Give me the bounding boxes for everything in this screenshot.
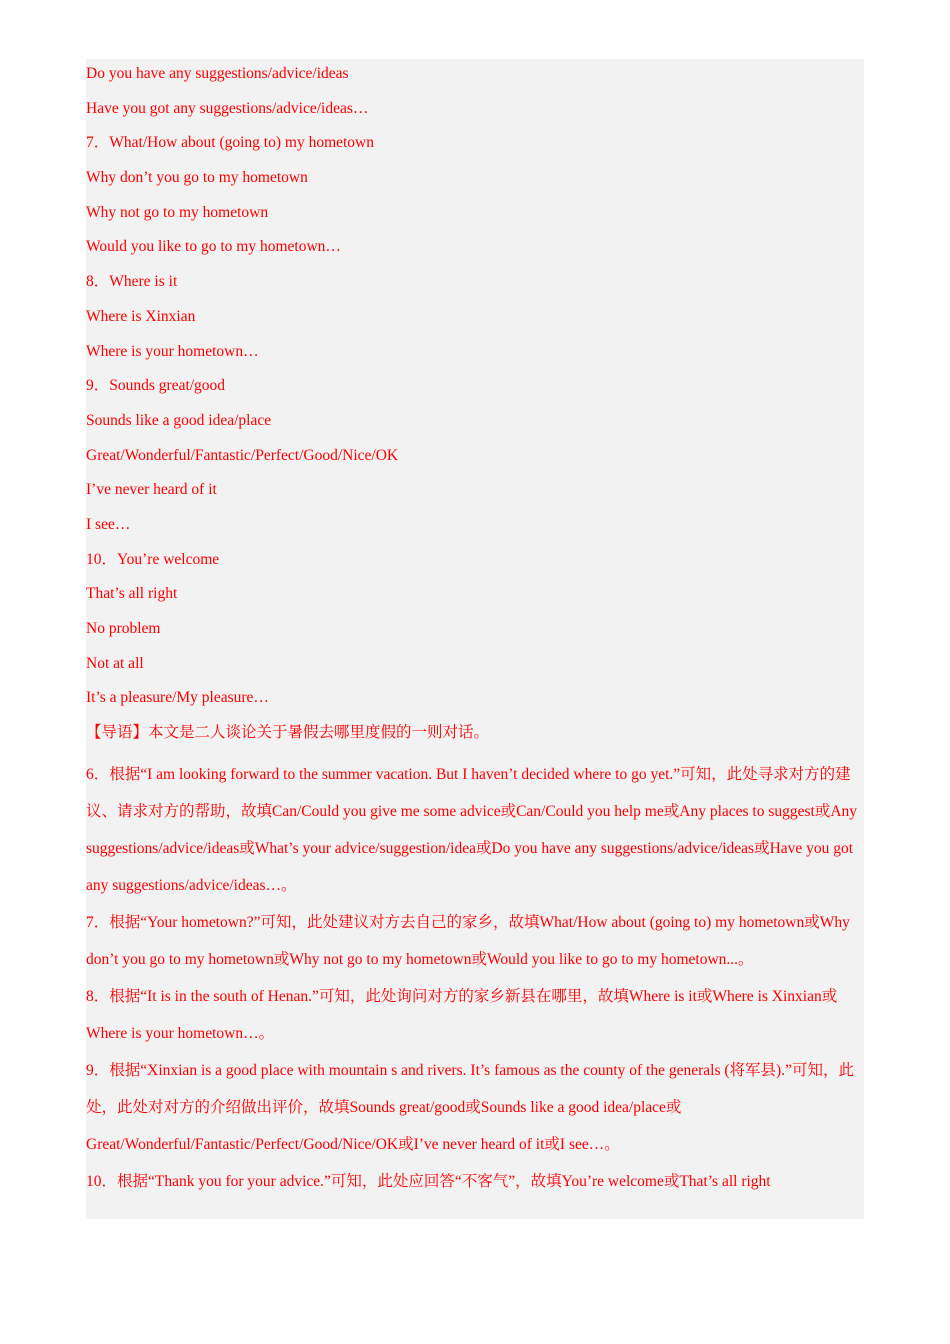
answer-line: Have you got any suggestions/advice/ideas… [86, 99, 369, 117]
intro-line: 【导语】本文是二人谈论关于暑假去哪里度假的一则对话。 [86, 724, 490, 742]
explanation-q6: 6．根据“I am looking forward to the summer vacation. But I haven’t decided where to go yet.”可知，此处寻求对方的建议、请求对方的帮助，故填Can/Could you give me some advice或Can/Could you help me或Any places to suggest或Any suggestions/advice/ideas或What’s your advice/suggestion/idea或Do you have any suggestions/advice/ideas或Have you got any suggestions/advice/ideas…。 [86, 765, 858, 894]
answer-line: No problem [86, 620, 161, 637]
answer-line: Where is Xinxian [86, 307, 196, 325]
answer-line: Sounds like a good idea/place [86, 411, 272, 429]
explanation-q8: 8．根据“It is in the south of Henan.”可知，此处询问对方的家乡新县在哪里，故填Where is it或Where is Xinxian或Where is your hometown…。 [86, 987, 838, 1042]
answer-line: 7．What/How about (going to) my hometown [86, 134, 374, 152]
answer-line: Do you have any suggestions/advice/ideas [86, 65, 349, 82]
answer-line: Great/Wonderful/Fantastic/Perfect/Good/Nice/OK [86, 446, 399, 464]
explanation-q10: 10．根据“Thank you for your advice.”可知，此处应回答“不客气”，故填You’re welcome或That’s all right [86, 1172, 771, 1190]
answer-line: 9．Sounds great/good [86, 377, 226, 395]
answer-content [86, 62, 866, 1200]
answer-line: Where is your hometown… [86, 342, 259, 360]
explanation-q7: 7．根据“Your hometown?”可知，此处建议对方去自己的家乡，故填What/How about (going to) my hometown或Why don’t you go to my hometown或Why not go to my hometown或Would you like to go to my hometown...。 [86, 913, 850, 968]
answer-line: It’s a pleasure/My pleasure… [86, 689, 269, 707]
answer-line: 10．You’re welcome [86, 550, 220, 568]
answer-line: Would you like to go to my hometown… [86, 238, 341, 256]
answer-line: Not at all [86, 654, 144, 672]
answer-line: Why not go to my hometown [86, 203, 269, 221]
answer-line: I’ve never heard of it [86, 481, 217, 499]
answer-line: I see… [86, 515, 131, 533]
answer-line: That’s all right [86, 585, 178, 603]
explanation-q9: 9．根据“Xinxian is a good place with mountain s and rivers. It’s famous as the county of the generals (将军县).”可知，此处，此处对对方的介绍做出评价，故填Sounds great/good或Sounds like a good idea/place或Great/Wonderful/Fantastic/Perfect/Good/Nice/OK或I’ve never heard of it或I see…。 [86, 1061, 854, 1153]
answer-line: Why don’t you go to my hometown [86, 169, 308, 187]
answer-line: 8．Where is it [86, 273, 178, 291]
